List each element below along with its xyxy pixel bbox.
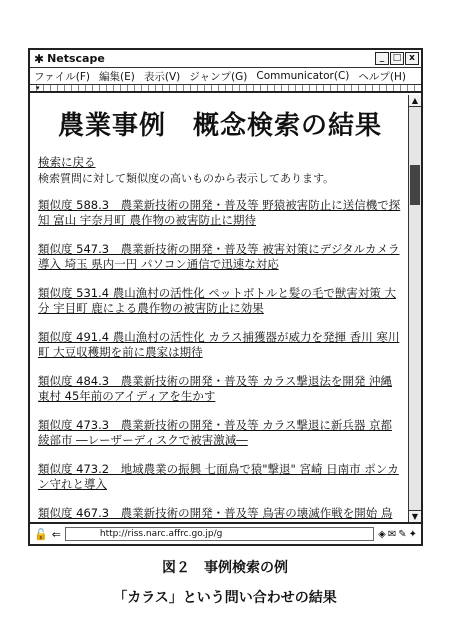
page-content	[30, 95, 408, 522]
status-bar	[30, 522, 421, 544]
page-title: 農業事例 概念検索の結果	[57, 111, 382, 141]
menu-bar	[30, 68, 421, 85]
menu-go[interactable]: ジャンプ(G)	[189, 70, 248, 83]
result-link[interactable]: 類似度 491.4 農山漁村の活性化 カラス捕獲器が威力を発揮 香川 寒川町 大豆収穫期を前に農家は期待	[38, 330, 400, 359]
result-link[interactable]: 類似度 473.2 地域農業の振興 七面鳥で猿"撃退" 宮崎 日南市 ポンカン守れと導入	[38, 462, 399, 491]
scroll-down-arrow-icon[interactable]: ▼	[409, 510, 421, 522]
browser-window	[28, 48, 423, 546]
close-button[interactable]: x	[405, 52, 419, 65]
menu-help[interactable]: ヘルプ(H)	[358, 70, 406, 83]
figure-subtitle: 「カラス」という問い合わせの結果	[113, 590, 337, 606]
window-controls	[375, 52, 419, 65]
discussion-icon[interactable]: ✎	[398, 528, 407, 540]
result-link[interactable]: 類似度 547.3 農業新技術の開発・普及等 被害対策にデジタルカメラ導入 埼玉 県内一円 パソコン通信で迅速な対応	[38, 242, 400, 271]
result-link[interactable]: 類似度 484.3 農業新技術の開発・普及等 カラス撃退法を開発 沖縄 東村 45年前のアイディアを生かす	[38, 374, 393, 403]
scroll-thumb[interactable]	[410, 165, 420, 205]
title-bar	[30, 50, 421, 68]
scroll-up-arrow-icon[interactable]: ▲	[409, 95, 421, 107]
component-tray	[378, 529, 417, 540]
intro-text: 検索質問に対して類似度の高いものから表示してあります。	[38, 172, 335, 185]
mail-icon[interactable]: ✉	[387, 528, 397, 540]
menu-file[interactable]: ファイル(F)	[34, 70, 91, 83]
menu-view[interactable]: 表示(V)	[143, 70, 181, 83]
navigator-icon[interactable]: ◈	[378, 528, 386, 540]
figure-caption: 図２ 事例検索の例	[162, 560, 288, 576]
result-link[interactable]: 類似度 588.3 農業新技術の開発・普及等 野猿被害防止に送信機で探知 富山 宇奈月町 農作物の被害防止に期待	[38, 198, 401, 227]
security-lock-icon[interactable]: 🔓	[34, 527, 48, 541]
maximize-button[interactable]: □	[390, 52, 404, 65]
connection-icon: ⇐	[51, 527, 61, 541]
result-link[interactable]: 類似度 467.3 農業新技術の開発・普及等 鳥害の壊滅作戦を開始 鳥	[38, 506, 393, 520]
composer-icon[interactable]: ✦	[408, 528, 417, 540]
minimize-button[interactable]: _	[375, 52, 389, 65]
back-to-search-link[interactable]: 検索に戻る	[38, 155, 96, 169]
menu-edit[interactable]: 編集(E)	[99, 70, 135, 83]
menu-communicator[interactable]: Communicator(C)	[256, 70, 350, 82]
status-url: http://riss.narc.affrc.go.jp/g	[65, 527, 374, 541]
netscape-logo-icon: ✱	[34, 51, 45, 66]
window-title: Netscape	[47, 52, 105, 65]
grip-arrow-icon: ▾	[36, 84, 40, 92]
result-link[interactable]: 類似度 473.3 農業新技術の開発・普及等 カラス撃退に新兵器 京都 綾部市 ―レーザーディスクで被害激減―	[38, 418, 393, 447]
content-area	[30, 95, 421, 522]
toolbar-grip[interactable]	[30, 85, 421, 93]
result-link[interactable]: 類似度 531.4 農山漁村の活性化 ペットボトルと髪の毛で獣害対策 大分 宇目町 鹿による農作物の被害防止に効果	[38, 286, 397, 315]
vertical-scrollbar[interactable]	[408, 95, 421, 522]
